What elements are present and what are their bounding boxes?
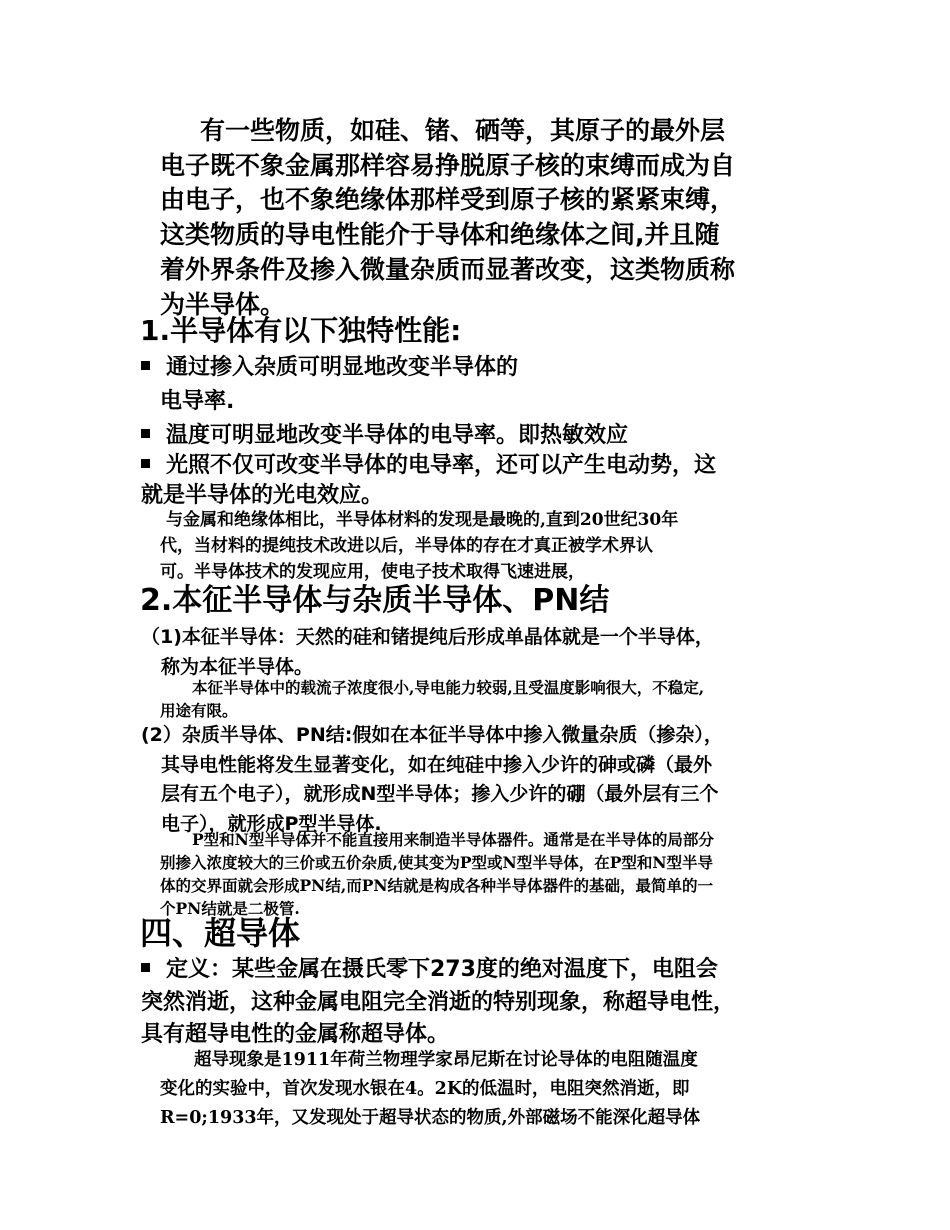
p1-line: （1)本征半导体：天然的硅和锗提纯后形成单晶体就是一个半导体， <box>141 626 714 648</box>
p2-line: 其导电性能将发生显著变化，如在纯硅中掺入少许的砷或磷（最外 <box>161 753 713 776</box>
note-line: R=0;1933年，又发现处于超导状态的物质,外部磁场不能深化超导体 <box>160 1108 701 1128</box>
section2-p2 <box>141 721 723 839</box>
definition-text: 定义：某些金属在摄氏零下273度的绝对温度下，电阻会 <box>166 957 718 982</box>
bullet-text: 通过掺入杂质可明显地改变半导体的 <box>166 355 519 380</box>
intro-line: 电子既不象金属那样容易挣脱原子核的束缚而成为自 <box>160 150 736 180</box>
section4-note <box>160 1046 700 1133</box>
intro-paragraph <box>160 114 735 322</box>
note-line: P型和N型半导体并不能直接用来制造半导体器件。通常是在半导体的局部分 <box>192 830 714 849</box>
section1-note <box>160 507 678 585</box>
note-line: 与金属和绝缘体相比，半导体材料的发现是最晚的,直到20世纪30年 <box>166 510 679 530</box>
intro-line: 由电子，也不象绝缘体那样受到原子核的紧紧束缚， <box>160 185 736 215</box>
intro-line: 有一些物质，如硅、锗、硒等，其原子的最外层 <box>200 116 726 145</box>
section2-p1 <box>141 622 714 682</box>
section2-p1-note <box>160 676 704 722</box>
p1-line: 称为本征半导体。 <box>161 656 314 678</box>
note-line: 用途有限。 <box>160 701 238 720</box>
definition-line: 具有超导电性的金属称超导体。 <box>141 1022 450 1047</box>
note-line: 个PN结就是二极管. <box>160 899 300 918</box>
note-line: 超导现象是1911年荷兰物理学家昂尼斯在讨论导体的电阻随温度 <box>194 1050 698 1070</box>
section2-heading: 2.本征半导体与杂质半导体、PN结 <box>140 583 610 618</box>
note-line: 别掺入浓度较大的三价或五价杂质,使其变为P型或N型半导体，在P型和N型半导 <box>160 853 714 872</box>
p2-line: 电子），就形成P型半导体. <box>161 812 382 835</box>
square-bullet-icon <box>141 429 150 438</box>
intro-line: 为半导体。 <box>160 289 286 319</box>
note-line: 本征半导体中的载流子浓度很小,导电能力较弱,且受温度影响很大，不稳定, <box>192 678 705 697</box>
intro-line: 这类物质的导电性能介于导体和绝缘体之间,并且随 <box>160 220 720 250</box>
square-bullet-icon <box>141 361 150 370</box>
bullet-item <box>141 352 518 383</box>
bullet-item <box>141 420 628 451</box>
note-line: 变化的实验中，首次发现水银在4。2K的低温时，电阻突然消逝，即 <box>160 1079 690 1099</box>
square-bullet-icon <box>141 963 150 972</box>
section4-heading: 四、超导体 <box>140 914 301 952</box>
intro-line: 着外界条件及掺入微量杂质而显著改变，这类物质称 <box>160 254 736 284</box>
definition-line <box>141 954 735 987</box>
section1-heading: 1.半导体有以下独特性能: <box>140 314 462 347</box>
section4-definition <box>141 954 735 1052</box>
bullet-text: 光照不仅可改变半导体的电导率，还可以产生电动势，这 <box>166 453 717 478</box>
definition-line: 突然消逝，这种金属电阻完全消逝的特别现象，称超导电性， <box>141 989 736 1015</box>
square-bullet-icon <box>141 459 150 468</box>
section2-p2-note <box>160 828 714 920</box>
note-line: 代，当材料的提纯技术改进以后，半导体的存在才真正被学术界认 <box>160 536 653 556</box>
bullet-text: 温度可明显地改变半导体的电导率。即热敏效应 <box>166 423 629 448</box>
bullet-continuation: 就是半导体的光电效应。 <box>141 483 384 508</box>
note-line: 体的交界面就会形成PN结,而PN结就是构成各种半导体器件的基础，最简单的一 <box>160 876 714 895</box>
p2-line: 层有五个电子），就形成N型半导体；掺入少许的硼（最外层有三个 <box>161 783 719 805</box>
bullet-continuation: 电导率. <box>160 389 235 414</box>
p2-line: (2）杂质半导体、PN结:假如在本征半导体中掺入微量杂质（掺杂）， <box>141 724 723 746</box>
bullet-item <box>141 450 716 481</box>
note-line: 可。半导体技术的发现应用，使电子技术取得飞速进展， <box>160 562 585 582</box>
